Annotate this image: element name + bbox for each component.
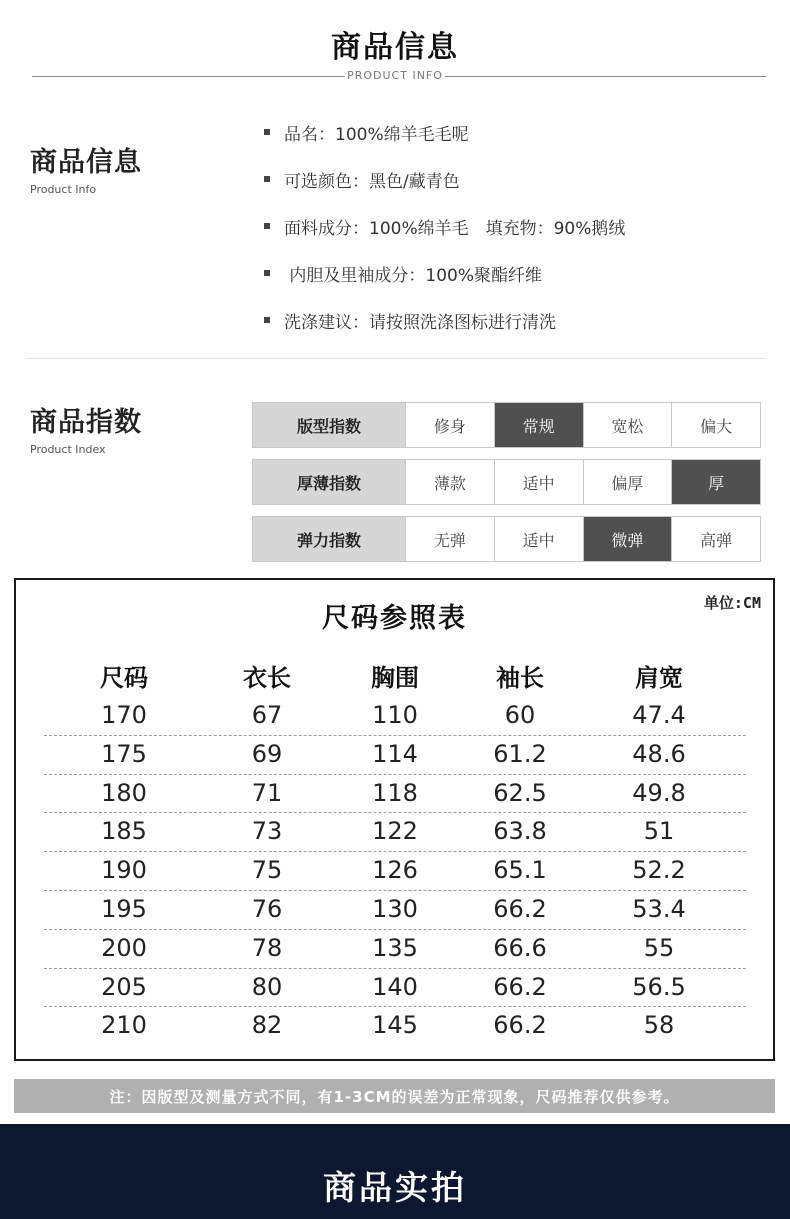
- table-cell: 51: [643, 817, 675, 846]
- size-column-header: 胸围: [371, 664, 419, 692]
- index-option: 高弹: [671, 517, 760, 561]
- index-label: 弹力指数: [253, 517, 405, 561]
- list-item: [262, 167, 625, 214]
- table-cell: 114: [372, 739, 418, 768]
- table-cell: 210: [101, 1011, 147, 1040]
- table-cell: 80: [251, 972, 283, 1001]
- table-cell: 190: [101, 856, 147, 885]
- size-column-header: 袖长: [496, 664, 544, 692]
- table-row: [44, 969, 746, 1008]
- table-cell: 170: [101, 701, 147, 729]
- index-section-heading: [30, 400, 142, 456]
- index-option: 偏大: [671, 403, 760, 447]
- index-row-fit: [252, 402, 761, 448]
- table-cell: 175: [101, 739, 147, 768]
- bullet-icon: [264, 317, 270, 323]
- product-info-list: [262, 120, 625, 355]
- table-cell: 126: [372, 856, 418, 885]
- table-row: [44, 736, 746, 775]
- index-row-thickness: [252, 459, 761, 505]
- list-item: [262, 308, 625, 355]
- size-column-header: 肩宽: [635, 664, 683, 692]
- table-cell: 110: [372, 701, 418, 729]
- index-option: 适中: [494, 460, 583, 504]
- table-cell: 195: [101, 894, 147, 923]
- info-heading-en: Product Info: [30, 183, 97, 196]
- info-heading-cn: 商品信息: [30, 147, 142, 178]
- size-chart: [14, 578, 775, 1061]
- table-cell: 65.1: [493, 856, 547, 885]
- index-option: 无弹: [405, 517, 494, 561]
- table-row: [44, 1007, 746, 1046]
- size-chart-unit: 单位:CM: [703, 594, 761, 612]
- table-cell: 145: [372, 1011, 418, 1040]
- table-cell: 66.6: [493, 933, 547, 962]
- table-cell: 135: [372, 933, 418, 962]
- size-chart-body: [44, 697, 746, 1046]
- index-option: 薄款: [405, 460, 494, 504]
- disclaimer-note: 注：因版型及测量方式不同，有1-3CM的误差为正常现象，尺码推荐仅供参考。: [14, 1079, 775, 1113]
- table-cell: 82: [251, 1011, 283, 1040]
- bullet-icon: [264, 129, 270, 135]
- table-row: [44, 697, 746, 736]
- size-column-header: 尺码: [100, 664, 148, 692]
- index-option: 偏厚: [583, 460, 672, 504]
- table-cell: 78: [251, 933, 283, 962]
- table-cell: 48.6: [632, 739, 686, 768]
- table-cell: 58: [643, 1011, 675, 1040]
- index-option: 常规: [494, 403, 583, 447]
- index-row-elasticity: [252, 516, 761, 562]
- table-cell: 180: [101, 778, 147, 807]
- table-cell: 205: [101, 972, 147, 1001]
- photo-section-title: 商品实拍: [323, 1168, 467, 1207]
- size-chart-header: [16, 658, 773, 694]
- info-section-heading: [30, 140, 142, 196]
- table-cell: 53.4: [632, 894, 686, 923]
- table-cell: 140: [372, 972, 418, 1001]
- table-cell: 61.2: [493, 739, 547, 768]
- table-cell: 69: [251, 739, 283, 768]
- index-option: 微弹: [583, 517, 672, 561]
- table-row: [44, 852, 746, 891]
- bullet-icon: [264, 176, 270, 182]
- info-item-text: 品名：100%绵羊毛毛呢: [284, 125, 469, 145]
- info-item-text: 可选颜色：黑色/藏青色: [284, 172, 460, 192]
- index-option: 修身: [405, 403, 494, 447]
- index-label: 厚薄指数: [253, 460, 405, 504]
- table-cell: 71: [251, 778, 283, 807]
- index-label: 版型指数: [253, 403, 405, 447]
- table-cell: 73: [251, 817, 283, 846]
- index-heading-en: Product Index: [30, 443, 106, 456]
- table-cell: 62.5: [493, 778, 547, 807]
- table-cell: 63.8: [493, 817, 547, 846]
- table-cell: 66.2: [493, 1011, 547, 1040]
- table-cell: 52.2: [632, 856, 686, 885]
- photo-section-banner: [0, 1124, 790, 1219]
- bullet-icon: [264, 270, 270, 276]
- page-title: 商品信息: [331, 30, 459, 65]
- info-item-text: 洗涤建议：请按照洗涤图标进行清洗: [284, 313, 556, 333]
- list-item: [262, 261, 625, 308]
- table-cell: 66.2: [493, 972, 547, 1001]
- index-heading-cn: 商品指数: [30, 407, 142, 438]
- table-cell: 49.8: [632, 778, 686, 807]
- info-item-text: 面料成分：100%绵羊毛 填充物：90%鹅绒: [284, 219, 626, 239]
- table-cell: 60: [504, 701, 536, 729]
- bullet-icon: [264, 223, 270, 229]
- table-cell: 67: [251, 701, 283, 729]
- table-cell: 47.4: [632, 701, 686, 729]
- section-divider: [26, 358, 766, 359]
- table-cell: 122: [372, 817, 418, 846]
- table-row: [44, 930, 746, 969]
- table-cell: 118: [372, 778, 418, 807]
- info-item-text: 内胆及里袖成分：100%聚酯纤维: [284, 266, 543, 286]
- size-column-header: 衣长: [243, 664, 291, 692]
- table-cell: 200: [101, 933, 147, 962]
- table-cell: 66.2: [493, 894, 547, 923]
- size-chart-title: 尺码参照表: [322, 603, 467, 634]
- list-item: [262, 214, 625, 261]
- table-cell: 75: [251, 856, 283, 885]
- table-row: [44, 813, 746, 852]
- list-item: [262, 120, 625, 167]
- index-option: 厚: [671, 460, 760, 504]
- table-cell: 56.5: [632, 972, 686, 1001]
- table-cell: 185: [101, 817, 147, 846]
- table-cell: 55: [643, 933, 675, 962]
- index-option: 宽松: [583, 403, 672, 447]
- table-row: [44, 891, 746, 930]
- index-option: 适中: [494, 517, 583, 561]
- table-cell: 130: [372, 894, 418, 923]
- table-row: [44, 775, 746, 814]
- table-cell: 76: [251, 894, 283, 923]
- page-subtitle: PRODUCT INFO: [345, 69, 445, 82]
